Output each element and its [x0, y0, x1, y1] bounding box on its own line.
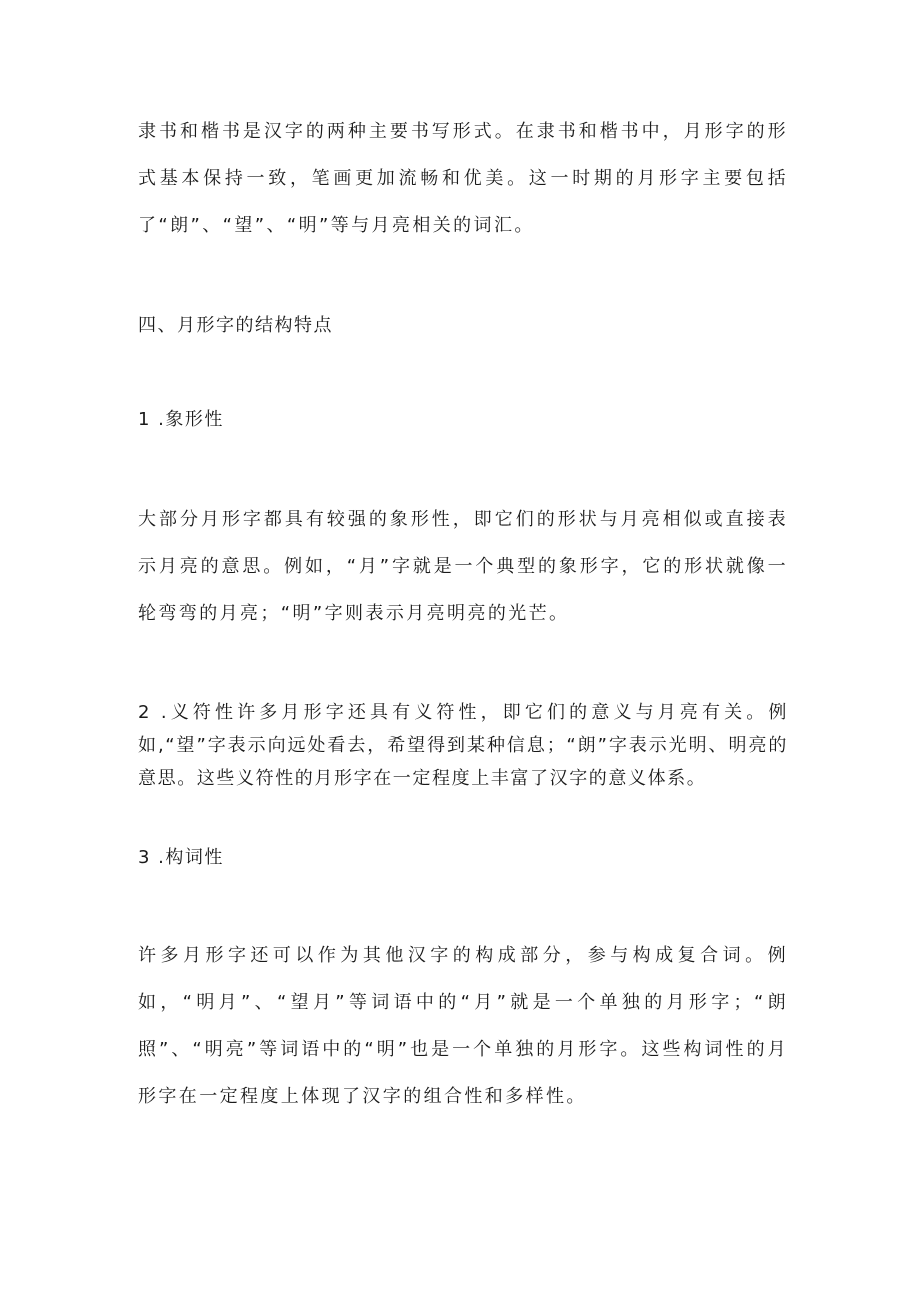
paragraph-word-formation: 许多月形字还可以作为其他汉字的构成部分，参与构成复合词。例如，“明月”、“望月”等词语中的“月”就是一个单独的月形字；“朗照”、“明亮”等词语中的“明”也是一个单独的月形字。这些构词性的月形字在一定程度上体现了汉字的组合性和多样性。	[138, 945, 788, 1107]
paragraph-semantic-radical: 2 .义符性许多月形字还具有义符性，即它们的意义与月亮有关。例如,“望”字表示向远处看去，希望得到某种信息；“朗”字表示光明、明亮的意思。这些义符性的月形字在一定程度上丰富了汉字的意义体系。	[138, 702, 788, 789]
paragraph-script-forms: 隶书和楷书是汉字的两种主要书写形式。在隶书和楷书中，月形字的形式基本保持一致，笔画更加流畅和优美。这一时期的月形字主要包括了“朗”、“望”、“明”等与月亮相关的词汇。	[138, 121, 788, 236]
item-heading-pictographic: 1 .象形性	[138, 409, 224, 430]
paragraph-pictographic: 大部分月形字都具有较强的象形性，即它们的形状与月亮相似或直接表示月亮的意思。例如，“月”字就是一个典型的象形字，它的形状就像一轮弯弯的月亮；“明”字则表示月亮明亮的光芒。	[138, 509, 788, 624]
item-heading-word-formation: 3 .构词性	[138, 847, 224, 868]
section-heading-structure-features: 四、月形字的结构特点	[138, 315, 333, 336]
